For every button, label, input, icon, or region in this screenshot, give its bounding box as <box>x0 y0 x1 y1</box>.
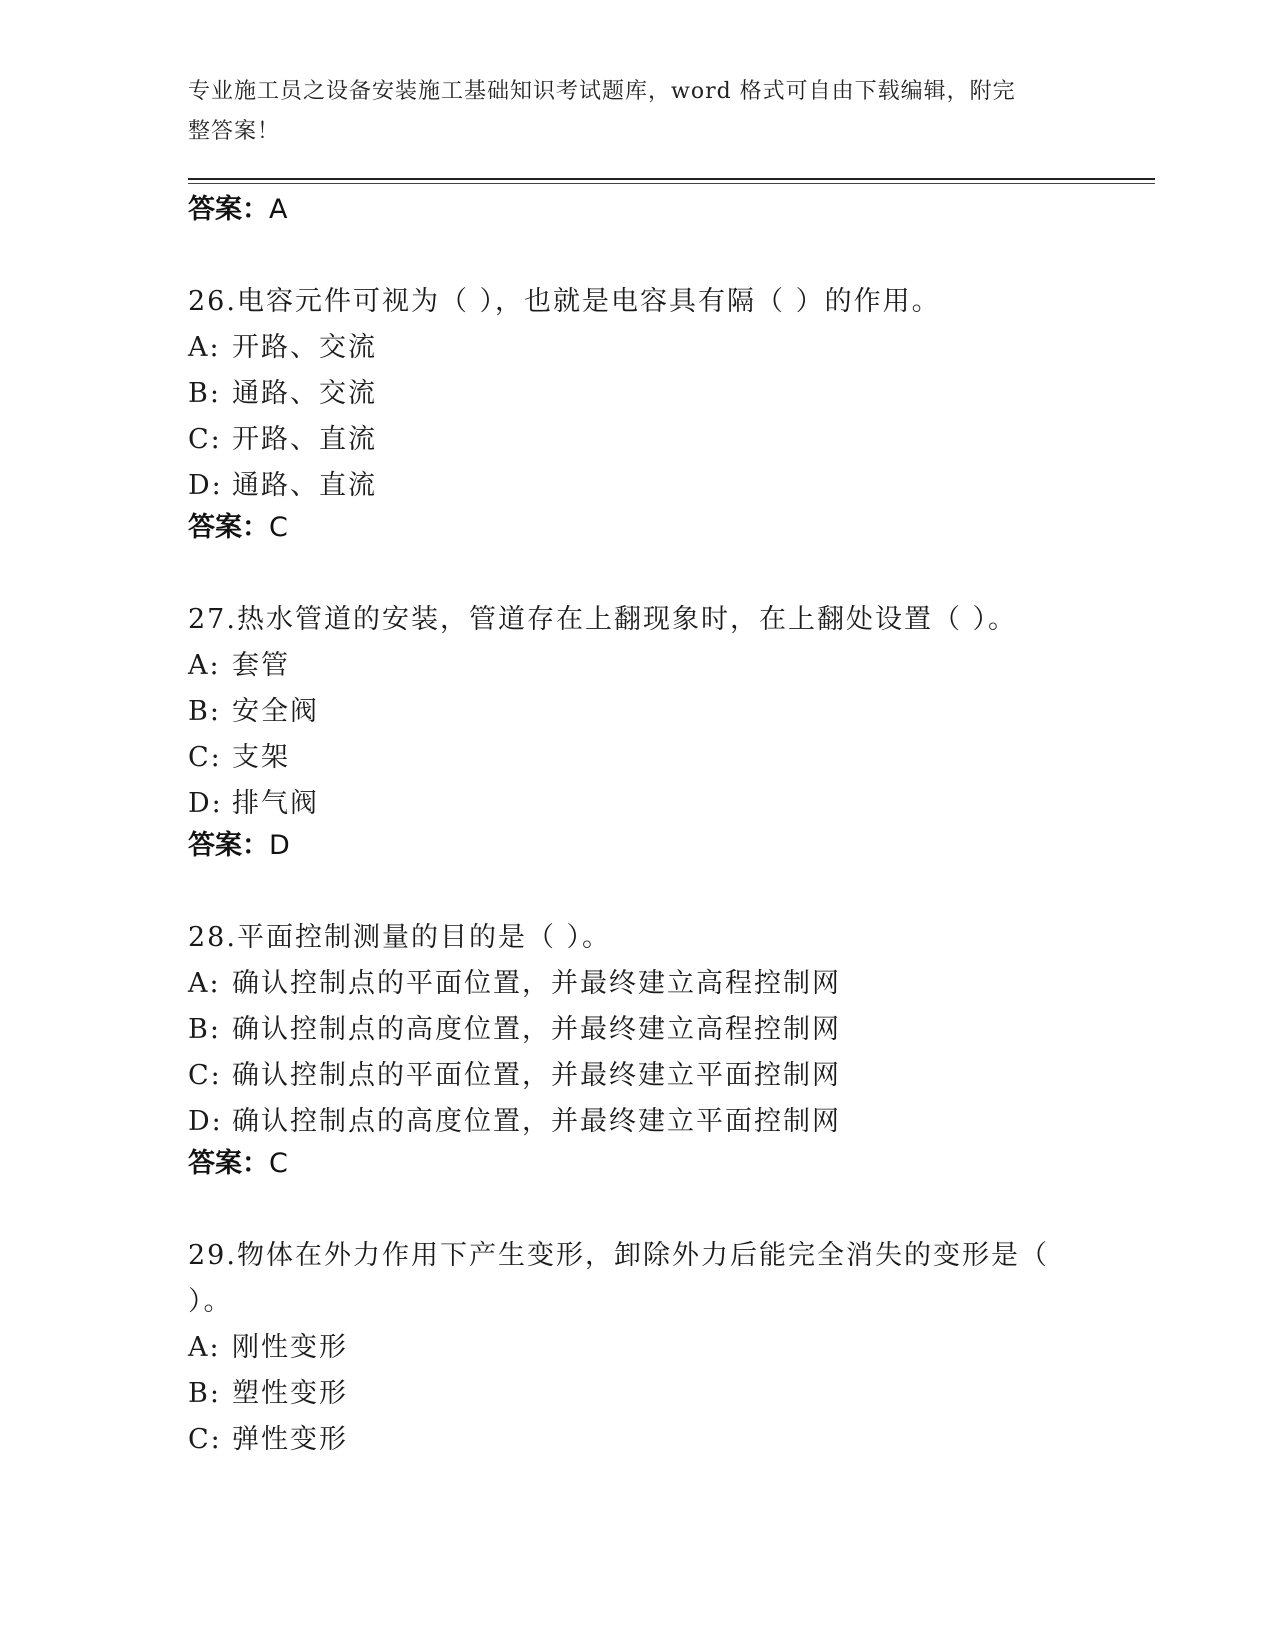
question-28 <box>188 915 1148 1183</box>
option-letter: C: <box>188 424 222 455</box>
answer-label: 答案： <box>188 512 269 543</box>
header-divider-thin <box>188 183 1155 184</box>
option-c <box>188 1053 1148 1099</box>
option-c <box>188 735 1148 781</box>
option-letter: B: <box>188 1014 221 1045</box>
option-text: 弹性变形 <box>232 1424 348 1455</box>
option-text: 安全阀 <box>232 696 319 727</box>
answer-line <box>188 191 1148 229</box>
option-text: 确认控制点的平面位置，并最终建立平面控制网 <box>232 1060 841 1091</box>
option-a <box>188 961 1148 1007</box>
option-letter: C: <box>188 742 222 773</box>
option-letter: C: <box>188 1060 222 1091</box>
header-line-1: 专业施工员之设备安装施工基础知识考试题库，word 格式可自由下载编辑，附完 <box>188 79 1016 104</box>
answer-label: 答案： <box>188 194 269 225</box>
option-letter: B: <box>188 378 221 409</box>
question-stem: 29.物体在外力作用下产生变形，卸除外力后能完全消失的变形是（ ）。 <box>188 1240 1049 1317</box>
option-d <box>188 781 1148 827</box>
option-text: 确认控制点的高度位置，并最终建立平面控制网 <box>232 1106 841 1137</box>
option-text: 刚性变形 <box>232 1332 348 1363</box>
option-d <box>188 463 1148 509</box>
header-line-2: 整答案！ <box>188 119 281 144</box>
option-letter: A: <box>188 968 221 999</box>
option-text: 排气阀 <box>232 788 319 819</box>
option-letter: C: <box>188 1424 222 1455</box>
answer-value: C <box>269 512 288 543</box>
option-b <box>188 1371 1148 1417</box>
question-29 <box>188 1233 1148 1463</box>
question-list <box>188 191 1148 1463</box>
option-letter: D: <box>188 788 223 819</box>
option-b <box>188 689 1148 735</box>
answer-line <box>188 827 1148 865</box>
answer-value: C <box>269 1148 288 1179</box>
option-c <box>188 1417 1148 1463</box>
option-a <box>188 1325 1148 1371</box>
answer-value: D <box>269 830 290 861</box>
option-text: 开路、交流 <box>232 332 377 363</box>
option-b <box>188 1007 1148 1053</box>
answer-label: 答案： <box>188 1148 269 1179</box>
option-text: 通路、直流 <box>232 470 377 501</box>
option-letter: D: <box>188 470 223 501</box>
option-letter: D: <box>188 1106 223 1137</box>
option-letter: B: <box>188 696 221 727</box>
answer-line <box>188 509 1148 547</box>
answer-label: 答案： <box>188 830 269 861</box>
option-letter: A: <box>188 1332 221 1363</box>
option-c <box>188 417 1148 463</box>
option-text: 套管 <box>232 650 290 681</box>
option-text: 支架 <box>232 742 290 773</box>
question-stem: 28.平面控制测量的目的是（ ）。 <box>188 922 612 953</box>
option-d <box>188 1099 1148 1145</box>
answer-line <box>188 1145 1148 1183</box>
option-text: 确认控制点的平面位置，并最终建立高程控制网 <box>232 968 841 999</box>
option-text: 确认控制点的高度位置，并最终建立高程控制网 <box>232 1014 841 1045</box>
option-text: 通路、交流 <box>232 378 377 409</box>
option-b <box>188 371 1148 417</box>
option-text: 开路、直流 <box>232 424 377 455</box>
document-header <box>188 72 1088 152</box>
option-letter: A: <box>188 650 221 681</box>
option-a <box>188 325 1148 371</box>
question-26 <box>188 279 1148 547</box>
header-divider-thick <box>188 178 1155 180</box>
option-a <box>188 643 1148 689</box>
option-text: 塑性变形 <box>232 1378 348 1409</box>
option-letter: B: <box>188 1378 221 1409</box>
question-27 <box>188 597 1148 865</box>
answer-value: A <box>269 194 288 225</box>
question-stem: 26.电容元件可视为（ ），也就是电容具有隔（ ）的作用。 <box>188 286 941 317</box>
option-letter: A: <box>188 332 221 363</box>
question-stem: 27.热水管道的安装，管道存在上翻现象时，在上翻处设置（ ）。 <box>188 604 1018 635</box>
